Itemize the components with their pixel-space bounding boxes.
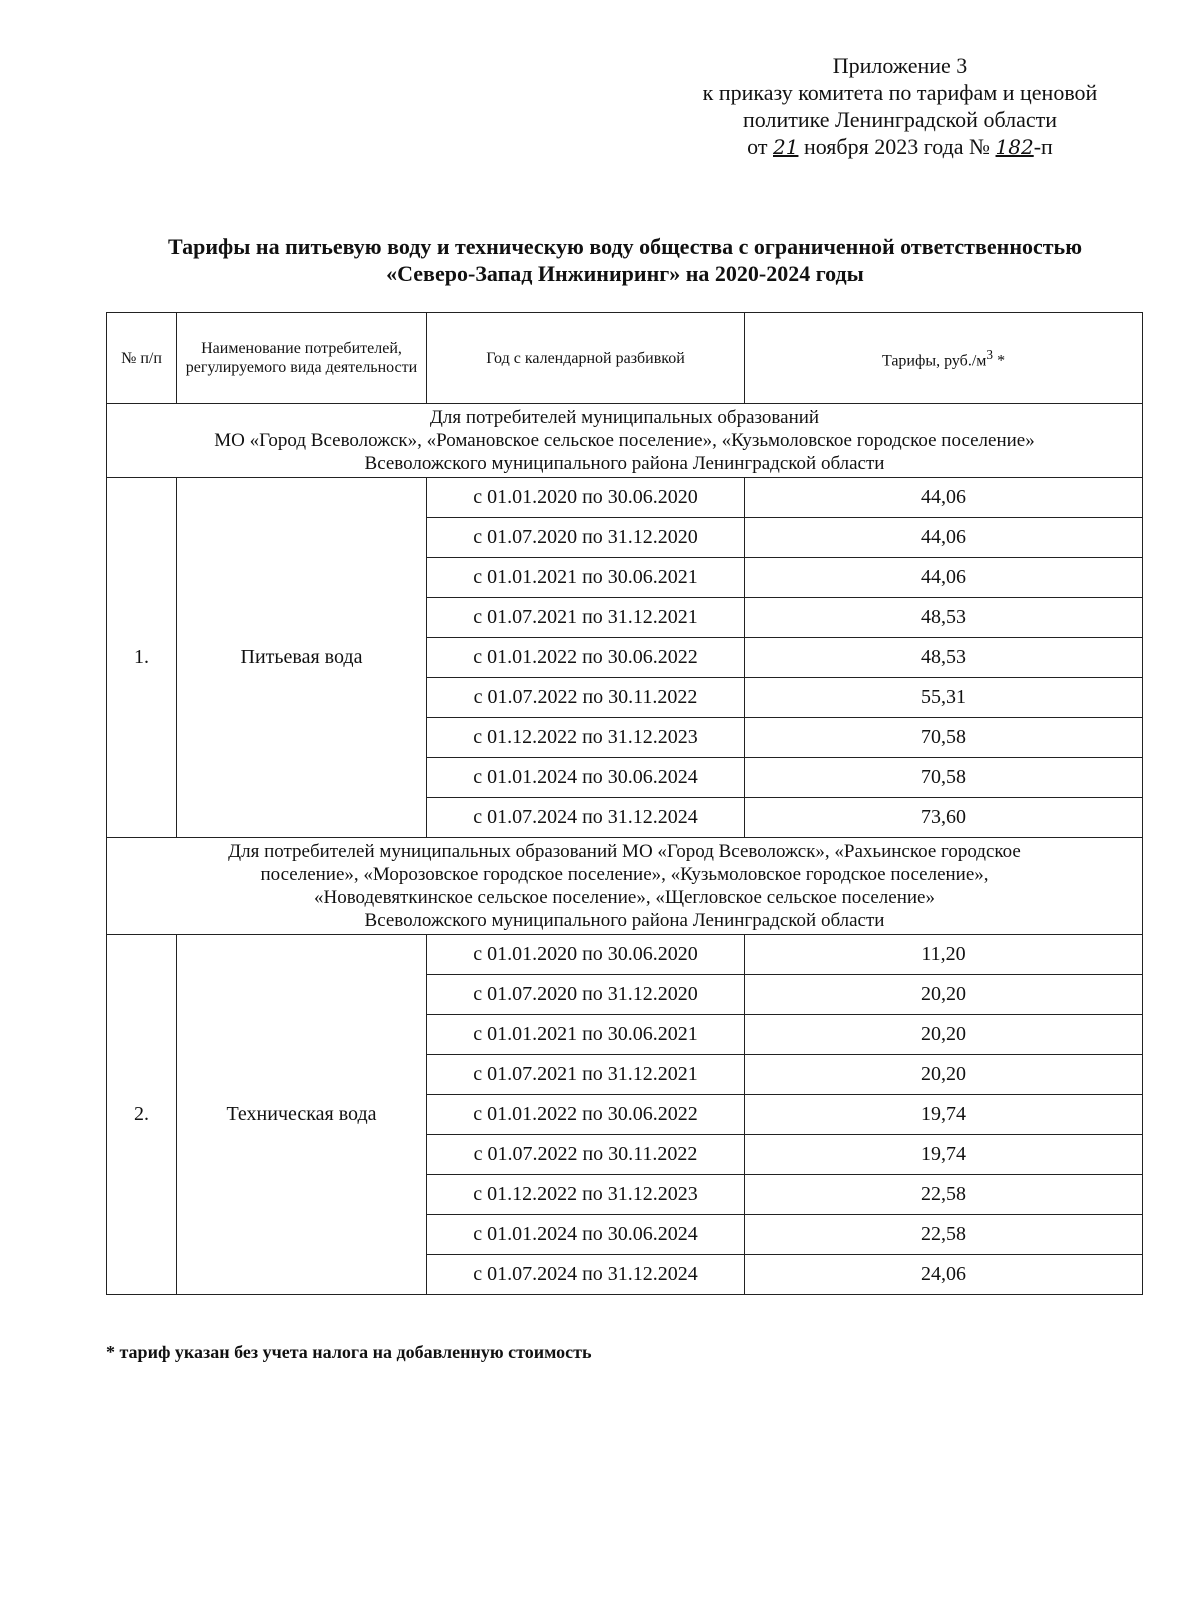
section-group-row	[107, 404, 1143, 478]
tariff-table	[106, 312, 1143, 1295]
period-cell: с 01.01.2024 по 30.06.2024	[427, 758, 745, 798]
period-cell: с 01.07.2021 по 31.12.2021	[427, 598, 745, 638]
tariff-cell: 19,74	[745, 1095, 1143, 1135]
header-tariff-sup: 3	[986, 347, 994, 363]
period-cell: с 01.01.2021 по 30.06.2021	[427, 558, 745, 598]
period-cell: с 01.07.2020 по 31.12.2020	[427, 975, 745, 1015]
tariff-cell: 19,74	[745, 1135, 1143, 1175]
appendix-line-4	[640, 133, 1160, 161]
document-title	[100, 233, 1150, 287]
section-group-row	[107, 838, 1143, 935]
period-cell: с 01.01.2021 по 30.06.2021	[427, 1015, 745, 1055]
document-title-line-2: «Северо-Запад Инжиниринг» на 2020-2024 годы	[386, 261, 864, 286]
header-tariff-label: Тарифы, руб./м	[881, 352, 987, 370]
tariff-cell: 11,20	[745, 935, 1143, 975]
tariff-cell: 44,06	[745, 558, 1143, 598]
tariff-cell: 48,53	[745, 638, 1143, 678]
table-row	[107, 478, 1143, 518]
period-cell: с 01.07.2024 по 31.12.2024	[427, 798, 745, 838]
appendix-date-mid: ноября 2023 года №	[803, 134, 991, 159]
tariff-cell: 20,20	[745, 1015, 1143, 1055]
header-tariff-star: *	[993, 352, 1006, 370]
period-cell: с 01.01.2020 по 30.06.2020	[427, 478, 745, 518]
document-title-line-1: Тарифы на питьевую воду и техническую воду общества с ограниченной ответственностью	[167, 234, 1083, 259]
section-group-caption	[107, 838, 1143, 935]
appendix-date-prefix: от	[747, 134, 768, 159]
tariff-cell: 73,60	[745, 798, 1143, 838]
period-cell: с 01.07.2024 по 31.12.2024	[427, 1255, 745, 1295]
tariff-cell: 55,31	[745, 678, 1143, 718]
period-cell: с 01.01.2024 по 30.06.2024	[427, 1215, 745, 1255]
section-group-caption	[107, 404, 1143, 478]
footnote: * тариф указан без учета налога на добавленную стоимость	[106, 1342, 592, 1362]
tariff-cell: 20,20	[745, 975, 1143, 1015]
section-group-line: «Новодевяткинское сельское поселение», «Щегловское сельское поселение»	[313, 887, 935, 908]
period-cell: с 01.07.2022 по 30.11.2022	[427, 1135, 745, 1175]
period-cell: с 01.12.2022 по 31.12.2023	[427, 718, 745, 758]
tariff-cell: 70,58	[745, 718, 1143, 758]
header-tariff	[745, 313, 1143, 404]
tariff-cell: 44,06	[745, 478, 1143, 518]
section-name: Техническая вода	[177, 935, 427, 1295]
appendix-number-suffix: -п	[1033, 134, 1053, 159]
period-cell: с 01.12.2022 по 31.12.2023	[427, 1175, 745, 1215]
tariff-cell: 22,58	[745, 1215, 1143, 1255]
period-cell: с 01.07.2021 по 31.12.2021	[427, 1055, 745, 1095]
section-group-line: Для потребителей муниципальных образований	[429, 407, 820, 428]
appendix-header	[640, 52, 1160, 161]
section-group-line: Всеволожского муниципального района Ленинградской области	[364, 453, 885, 474]
period-cell: с 01.01.2020 по 30.06.2020	[427, 935, 745, 975]
header-name: Наименование потребителей, регулируемого вида деятельности	[177, 313, 427, 404]
section-group-line: МО «Город Всеволожск», «Романовское сельское поселение», «Кузьмоловское городское поселение»	[214, 430, 1035, 451]
tariff-cell: 48,53	[745, 598, 1143, 638]
table-row	[107, 935, 1143, 975]
period-cell: с 01.01.2022 по 30.06.2022	[427, 1095, 745, 1135]
tariff-cell: 70,58	[745, 758, 1143, 798]
section-group-line: поселение», «Морозовское городское поселение», «Кузьмоловское городское поселение»,	[260, 864, 989, 885]
section-name: Питьевая вода	[177, 478, 427, 838]
section-group-line: Для потребителей муниципальных образований МО «Город Всеволожск», «Рахьинское городское	[228, 841, 1021, 862]
appendix-line-3: политике Ленинградской области	[742, 107, 1057, 132]
tariff-cell: 44,06	[745, 518, 1143, 558]
appendix-day-handwritten: 21	[773, 135, 799, 159]
period-cell: с 01.01.2022 по 30.06.2022	[427, 638, 745, 678]
section-number: 2.	[107, 935, 177, 1295]
appendix-line-2: к приказу комитета по тарифам и ценовой	[702, 80, 1098, 105]
header-period: Год с календарной разбивкой	[427, 313, 745, 404]
appendix-line-1: Приложение 3	[832, 53, 968, 78]
section-number: 1.	[107, 478, 177, 838]
tariff-cell: 24,06	[745, 1255, 1143, 1295]
period-cell: с 01.07.2022 по 30.11.2022	[427, 678, 745, 718]
section-group-line: Всеволожского муниципального района Ленинградской области	[364, 910, 885, 931]
appendix-number-handwritten: 182	[995, 135, 1034, 159]
tariff-cell: 20,20	[745, 1055, 1143, 1095]
tariff-cell: 22,58	[745, 1175, 1143, 1215]
header-num: № п/п	[107, 313, 177, 404]
table-header-row	[107, 313, 1143, 404]
period-cell: с 01.07.2020 по 31.12.2020	[427, 518, 745, 558]
